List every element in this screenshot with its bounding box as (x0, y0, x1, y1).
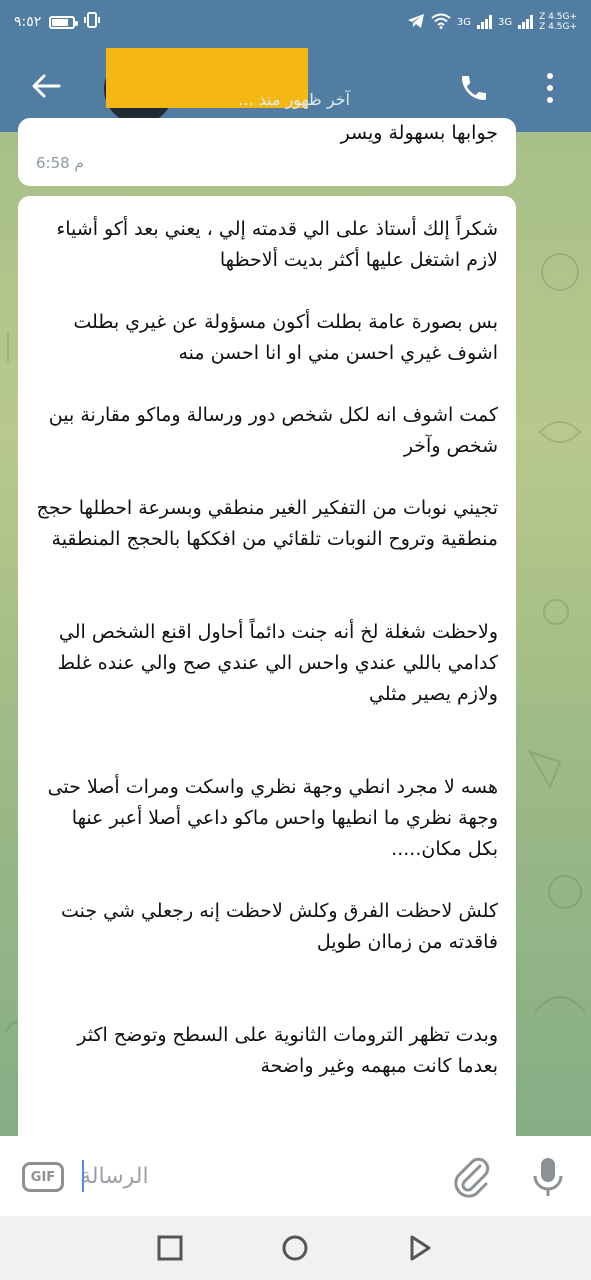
back-button[interactable] (26, 66, 66, 106)
status-left (14, 11, 101, 33)
signal-icon-a (477, 15, 492, 29)
system-navigation-bar (0, 1216, 591, 1280)
message-paragraph: بس بصورة عامة بطلت أكون مسؤولة عن غيري بطلت اشوف غيري احسن مني او انا احسن منه (73, 311, 498, 364)
message-bubble[interactable] (18, 196, 516, 1156)
message-paragraph: وبدت تظهر الترومات الثانوية على السطح وتوضح اكثر بعدما كانت مبهمه وغير واضحة (77, 1024, 498, 1077)
microphone-icon (528, 1154, 568, 1200)
message-text: جوابها بسهولة ويسر (340, 122, 498, 144)
message-paragraph: هسه لا مجرد انطي وجهة نظري واسكت ومرات أصلا حتى وجهة نظري ما انطيها واحس ماكو داعي أصلا أعبر عنها بكل مكان..... (47, 776, 498, 860)
recents-button[interactable] (154, 1232, 186, 1264)
network-label-b: 3G (498, 16, 513, 28)
message-paragraph: كلش لاحظت الفرق وكلش لاحظت إنه رجعلي شي جنت فاقدته من زماان طويل (60, 900, 498, 953)
call-button[interactable] (452, 66, 496, 110)
more-vert-icon (547, 73, 553, 79)
message-paragraph: كمت اشوف انه لكل شخص دور ورسالة وماكو مقارنة بين شخص وآخر (48, 404, 498, 457)
back-nav-button[interactable] (404, 1232, 436, 1264)
triangle-back-icon (407, 1234, 433, 1262)
phone-icon (458, 72, 490, 104)
telegram-icon (407, 13, 425, 32)
status-time: ٩:٥٢ (14, 14, 42, 30)
status-bar (0, 0, 591, 44)
attach-button[interactable] (452, 1156, 492, 1198)
message-paragraph: تجيني نوبات من التفكير الغير منطقي وبسرعة احطلها حجج منطقية وتروح النوبات تلقائي من افككها بالحجج المنطقية (36, 497, 498, 550)
battery-fill (52, 19, 67, 26)
message-bubble[interactable] (18, 118, 516, 186)
more-options-button[interactable] (530, 66, 570, 110)
arrow-left-icon (31, 73, 61, 99)
circle-icon (281, 1234, 309, 1262)
chat-area[interactable] (0, 122, 591, 1136)
message-paragraph: شكراً إلك أستاذ على الي قدمته إلي ، يعني بعد أكو أشياء لازم اشتغل عليها أكثر بديت ألاحظها (56, 218, 498, 271)
last-seen-status: آخر ظهور منذ ... (238, 90, 350, 109)
more-vert-dot (547, 97, 553, 103)
network-type (539, 12, 577, 32)
message-paragraph: ولاحظت شغلة لخ أنه جنت دائماً أحاول اقنع الشخص الي كدامي باللي عندي واحس الي عندي صح والي عنده غلط ولازم يصير مثلي (57, 621, 498, 705)
gif-button[interactable]: GIF (22, 1162, 64, 1192)
network-type-line-2: Z 4.5G+ (539, 22, 577, 32)
text-caret (82, 1160, 84, 1192)
status-right (407, 12, 577, 32)
voice-message-button[interactable] (528, 1154, 568, 1200)
square-icon (157, 1235, 183, 1261)
battery-icon (49, 16, 75, 29)
message-input[interactable] (80, 1156, 420, 1196)
vibrate-icon (83, 11, 101, 33)
home-button[interactable] (279, 1232, 311, 1264)
network-label-a: 3G (456, 16, 472, 28)
message-time: 6:58 م (36, 154, 84, 172)
wifi-icon (431, 13, 451, 32)
signal-icon-b (518, 15, 533, 29)
paperclip-icon (452, 1156, 492, 1198)
more-vert-dot (547, 85, 553, 91)
message-composer (0, 1136, 591, 1216)
network-type-line-1: Z 4.5G+ (539, 12, 577, 22)
